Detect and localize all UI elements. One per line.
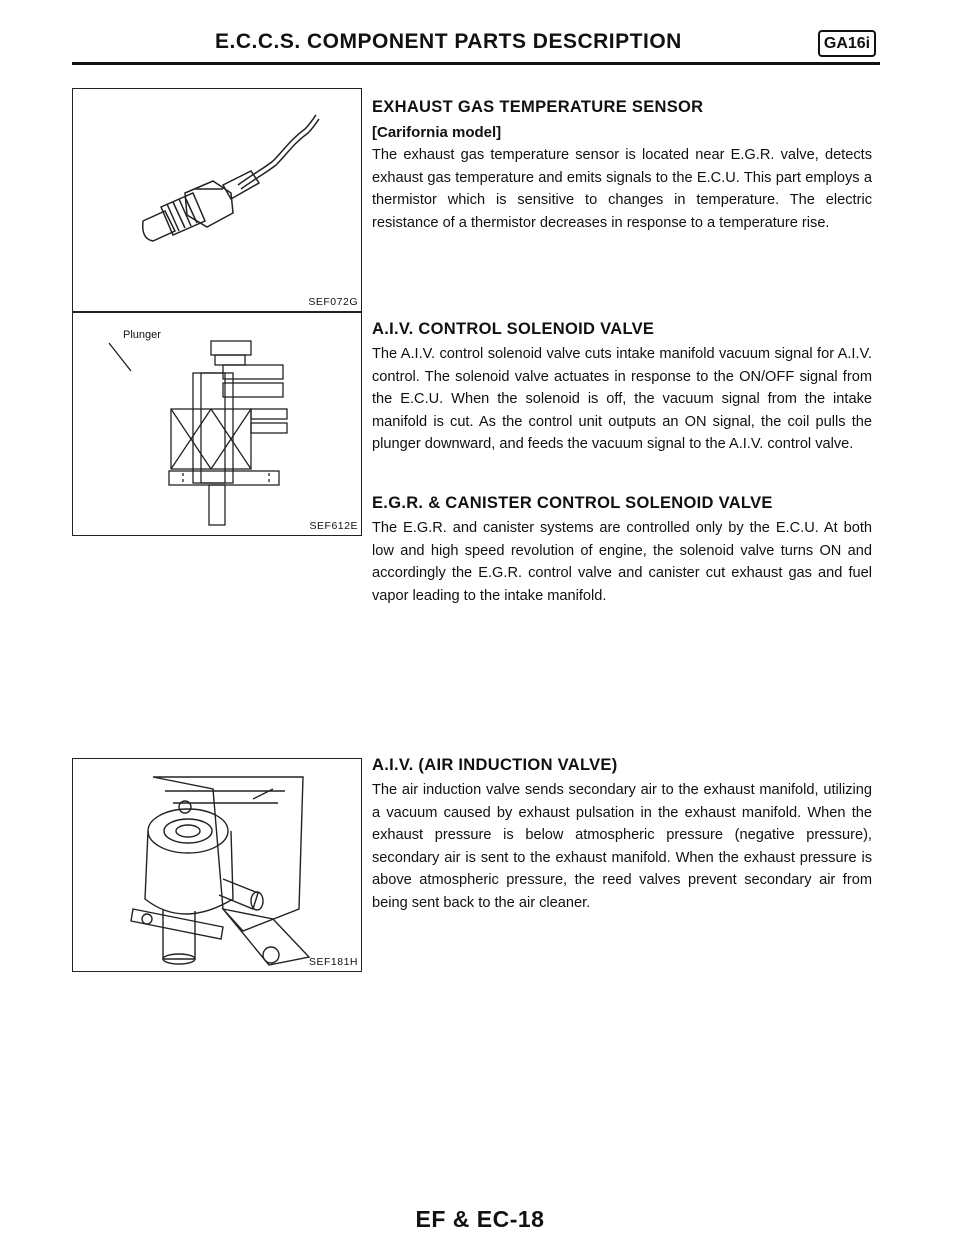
section-heading: E.G.R. & CANISTER CONTROL SOLENOID VALVE (372, 494, 773, 512)
exhaust-gas-temperature-sensor-icon (73, 89, 363, 313)
solenoid-valve-cross-section-icon (73, 313, 363, 537)
figure-air-induction-valve (72, 758, 362, 972)
air-induction-valve-icon (73, 759, 363, 973)
section-aiv-control-solenoid-valve (372, 318, 872, 456)
section-body: The E.G.R. and canister systems are controlled only by the E.C.U. At both low and high speed revolution of engine, the solenoid valve turns ON and accordingly the E.G.R. control valve and canister cut exhaust gas and fuel vapor leading to the intake manifold. (372, 520, 872, 604)
header-rule (72, 62, 880, 65)
figure-code: SEF181H (308, 956, 358, 968)
section-exhaust-gas-temperature-sensor (372, 96, 872, 234)
section-body: The A.I.V. control solenoid valve cuts intake manifold vacuum signal for A.I.V. control. The solenoid valve actuates in response to the ON/OFF signal from the E.C.U. When the solenoid is off, the vacuum signal from the intake manifold is cut. As the control unit outputs an ON signal, the coil pulls the plunger downward, and feeds the vacuum signal to the A.I.V. control valve. (372, 346, 872, 453)
section-heading: EXHAUST GAS TEMPERATURE SENSOR (372, 98, 704, 116)
plunger-label: Plunger (123, 329, 161, 341)
figure-code: SEF612E (309, 520, 358, 532)
figure-exhaust-temp-sensor (72, 88, 362, 312)
section-egr-canister-solenoid-valve (372, 492, 872, 607)
section-heading: A.I.V. CONTROL SOLENOID VALVE (372, 320, 655, 338)
section-air-induction-valve (372, 754, 872, 915)
section-subheading: [Carifornia model] (372, 124, 502, 141)
figure-code: SEF072G (308, 296, 358, 308)
section-body: The air induction valve sends secondary air to the exhaust manifold, utilizing a vacuum caused by exhaust pulsation in the exhaust manifold. When the exhaust pressure is below atmospheric pressure (negative pressure), secondary air is sent to the exhaust manifold. When the exhaust pressure is above atmospheric pressure, the reed valves prevent secondary air from being sent back to the air cleaner. (372, 782, 872, 911)
engine-badge: GA16i (818, 30, 876, 57)
section-heading: A.I.V. (AIR INDUCTION VALVE) (372, 756, 618, 774)
page-number: EF & EC-18 (415, 1206, 545, 1232)
section-body: The exhaust gas temperature sensor is located near E.G.R. valve, detects exhaust gas temperature and emits signals to the E.C.U. This part employs a thermistor which is sensitive to changes in temperature. The electric resistance of a thermistor decreases in response to a temperature rise. (372, 147, 872, 231)
figure-solenoid-valve (72, 312, 362, 536)
page-title: E.C.C.S. COMPONENT PARTS DESCRIPTION (215, 30, 682, 53)
